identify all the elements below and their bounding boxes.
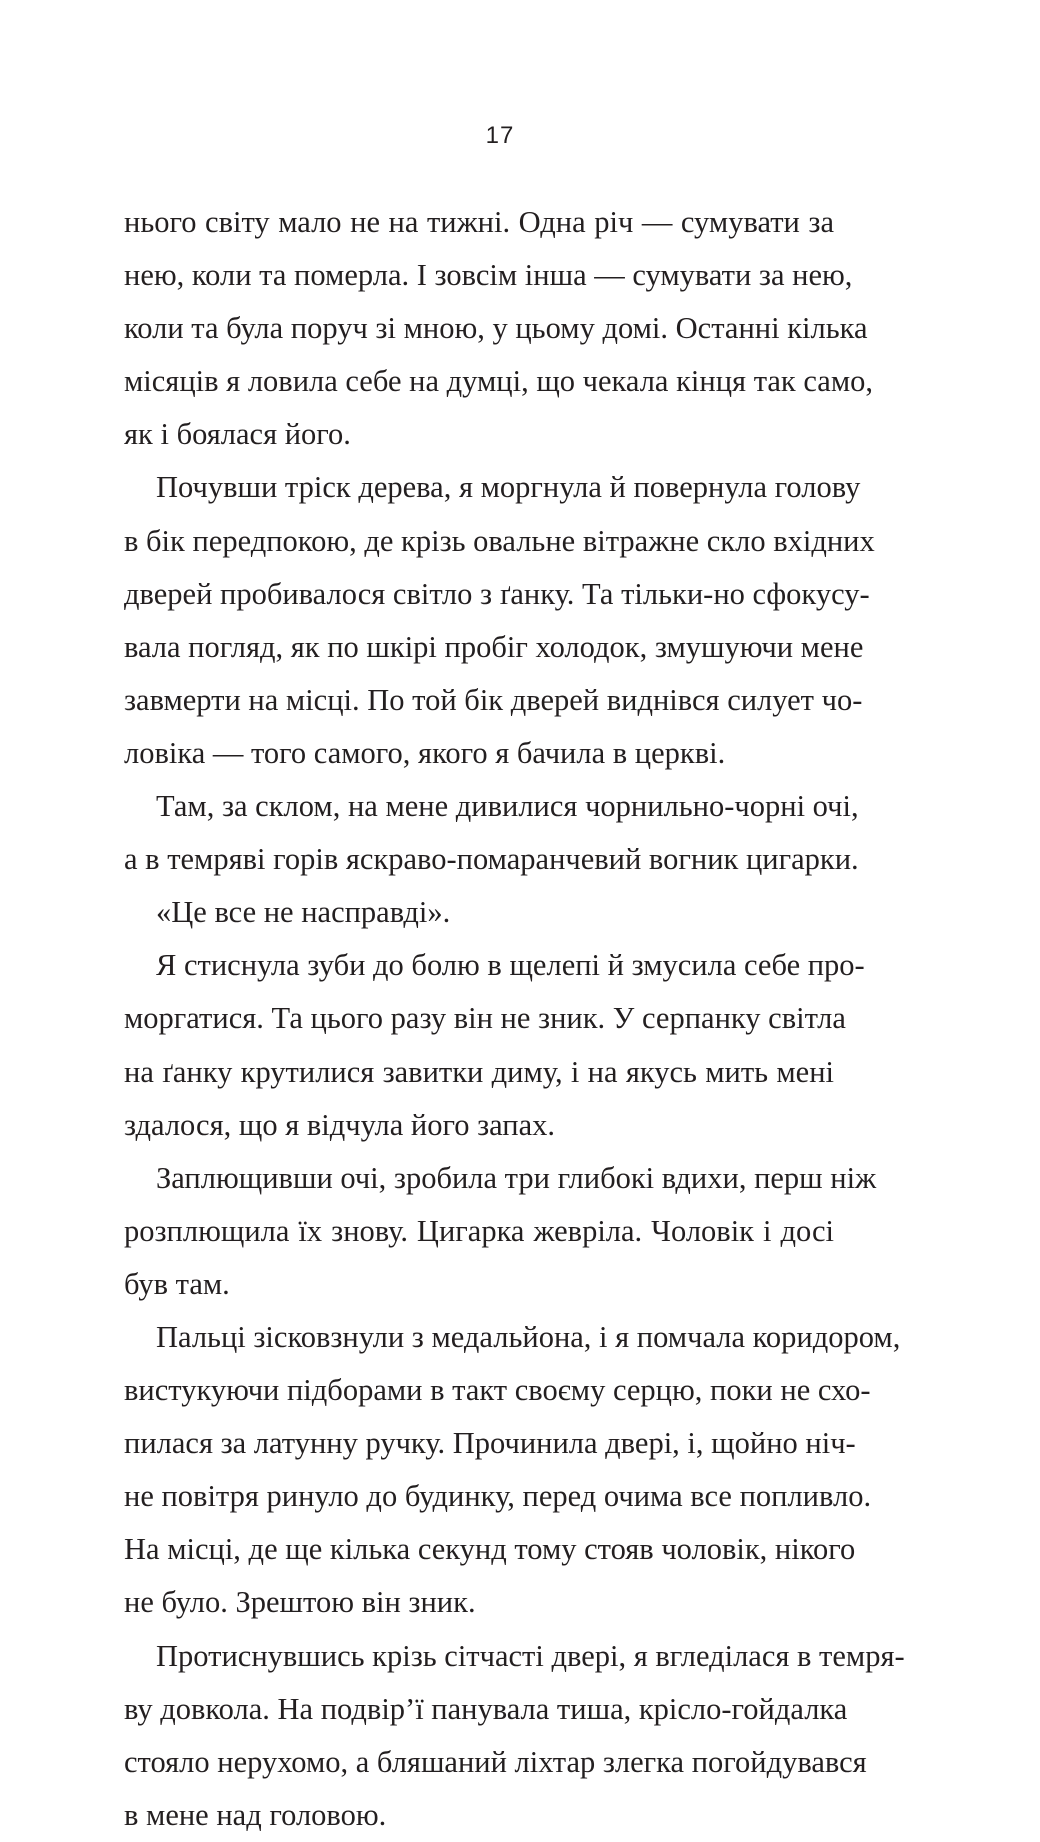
text-line: вистукуючи підборами в такт своєму серцю, поки не схо- <box>124 1373 871 1408</box>
text-line: дверей пробивалося світло з ґанку. Та тільки-но сфокусу- <box>124 576 870 611</box>
text-line: нього світу мало не на тижні. Одна річ — сумувати за <box>124 205 834 239</box>
text-line: в мене над головою. <box>124 1797 387 1832</box>
body-text <box>124 196 905 1842</box>
text-line: Я стиснула зуби до болю в щелепі й змусила себе про- <box>156 948 865 983</box>
text-line: ву довкола. На подвір’ї панувала тиша, крісло-гойдалка <box>124 1691 848 1726</box>
text-line: На місці, де ще кілька секунд тому стояв чоловік, нікого <box>124 1532 856 1567</box>
text-line: а в темряві горів яскраво-помаранчевий вогник цигарки. <box>124 842 859 877</box>
text-line: ловіка — того самого, якого я бачила в церкві. <box>124 735 726 770</box>
text-line: не повітря ринуло до будинку, перед очима все попливло. <box>124 1479 872 1514</box>
page-number: 17 <box>485 122 515 149</box>
text-line: стояло нерухомо, а бляшаний ліхтар злегка погойдувався <box>124 1744 867 1779</box>
text-line: здалося, що я відчула його запах. <box>124 1107 556 1142</box>
text-line: в бік передпокою, де крізь овальне вітражне скло вхідних <box>124 523 875 558</box>
text-line: «Це все не насправді». <box>156 895 451 930</box>
text-line: на ґанку крутилися завитки диму, і на якусь мить мені <box>124 1054 834 1089</box>
text-line: Пальці зісковзнули з медальйона, і я помчала коридором, <box>156 1319 901 1354</box>
text-line: був там. <box>124 1266 230 1301</box>
text-line: не було. Зрештою він зник. <box>124 1585 476 1620</box>
text-line: Почувши тріск дерева, я моргнула й повернула голову <box>156 470 861 505</box>
text-line: Протиснувшись крізь сітчасті двері, я вгледілася в темря- <box>156 1638 905 1673</box>
text-line: як і боялася його. <box>124 417 351 452</box>
text-line: місяців я ловила себе на думці, що чекала кінця так само, <box>124 364 873 399</box>
text-line: нею, коли та померла. І зовсім інша — сумувати за нею, <box>124 258 853 293</box>
text-line: Там, за склом, на мене дивилися чорнильно-чорні очі, <box>156 789 859 824</box>
text-line: коли та була поруч зі мною, у цьому домі. Останні кілька <box>124 311 868 346</box>
text-line: Заплющивши очі, зробила три глибокі вдихи, перш ніж <box>156 1160 877 1195</box>
text-line: пилася за латунну ручку. Прочинила двері, і, щойно ніч- <box>124 1426 856 1461</box>
text-line: моргатися. Та цього разу він не зник. У серпанку світла <box>124 1001 846 1036</box>
text-line: вала погляд, як по шкірі пробіг холодок, змушуючи мене <box>124 629 864 664</box>
text-line: розплющила їх знову. Цигарка жевріла. Чоловік і досі <box>124 1213 834 1248</box>
text-line: завмерти на місці. По той бік дверей виднівся силует чо- <box>124 682 863 717</box>
